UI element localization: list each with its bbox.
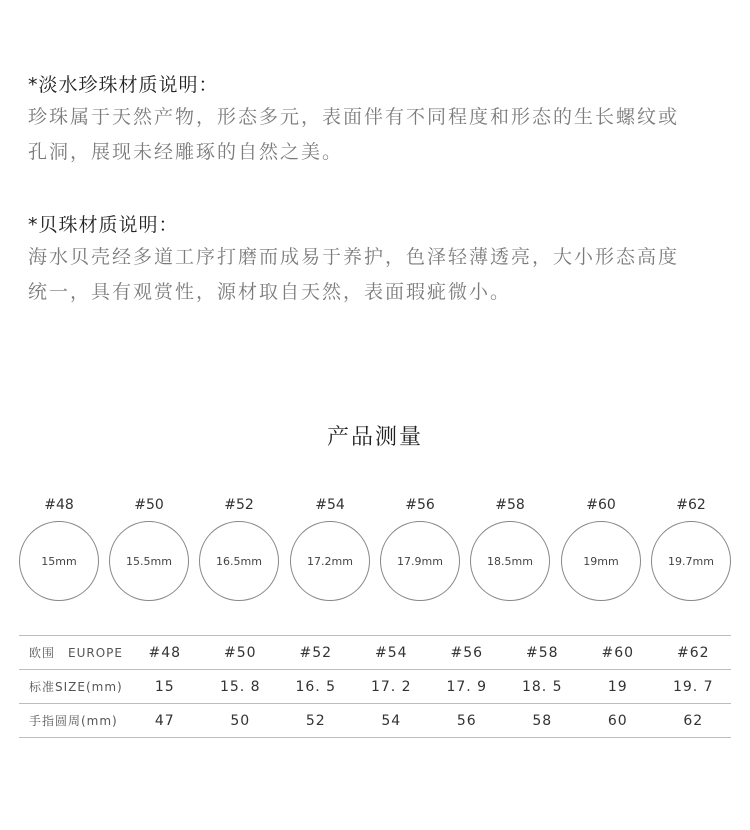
table-cell: 19 <box>580 670 656 704</box>
ring-size-62 <box>651 495 731 601</box>
ring-diameter-circle: 15.5mm <box>109 521 189 601</box>
table-cell: #62 <box>656 636 732 670</box>
table-cell: 15 <box>127 670 203 704</box>
table-cell: 52 <box>278 704 354 738</box>
freshwater-pearl-section <box>28 70 728 170</box>
ring-diameter-circle: 19.7mm <box>651 521 731 601</box>
table-cell: 16. 5 <box>278 670 354 704</box>
ring-size-label: #60 <box>586 497 616 513</box>
table-cell: 58 <box>505 704 581 738</box>
ring-diameter-circle: 16.5mm <box>199 521 279 601</box>
ring-size-label: #50 <box>134 497 164 513</box>
ring-size-label: #48 <box>44 497 74 513</box>
ring-size-50 <box>109 495 189 601</box>
table-cell: #58 <box>505 636 581 670</box>
ring-size-48 <box>19 495 99 601</box>
table-row-finger-circumference <box>19 704 731 738</box>
table-cell: 54 <box>354 704 430 738</box>
table-cell: 47 <box>127 704 203 738</box>
table-cell: 62 <box>656 704 732 738</box>
description-line: 海水贝壳经多道工序打磨而成易于养护，色泽轻薄透亮，大小形态高度 <box>28 246 680 268</box>
ring-diameter-circle: 19mm <box>561 521 641 601</box>
measurement-title: 产品测量 <box>326 425 423 450</box>
ring-size-label: #54 <box>315 497 345 513</box>
table-cell: 17. 9 <box>429 670 505 704</box>
row-label: 标准SIZE(mm) <box>19 670 127 704</box>
table-cell: #50 <box>203 636 279 670</box>
freshwater-pearl-heading: *淡水珍珠材质说明： <box>28 74 219 96</box>
ring-size-label: #52 <box>224 497 254 513</box>
ring-size-label: #58 <box>495 497 525 513</box>
ring-size-52 <box>199 495 279 601</box>
ring-size-label: #62 <box>676 497 706 513</box>
table-cell: 19. 7 <box>656 670 732 704</box>
ring-size-56 <box>380 495 460 601</box>
table-cell: 17. 2 <box>354 670 430 704</box>
ring-size-58 <box>470 495 550 601</box>
table-cell: #48 <box>127 636 203 670</box>
table-cell: 56 <box>429 704 505 738</box>
shell-pearl-section <box>28 210 728 310</box>
ring-size-60 <box>561 495 641 601</box>
row-label: 手指圆周(mm) <box>19 704 127 738</box>
description-line: 统一，具有观赏性，源材取自天然，表面瑕疵微小。 <box>28 281 512 303</box>
description-line: 孔洞，展现未经雕琢的自然之美。 <box>28 141 344 163</box>
table-cell: 60 <box>580 704 656 738</box>
table-cell: #52 <box>278 636 354 670</box>
row-label: 欧围 EUROPE <box>19 636 127 670</box>
table-cell: 15. 8 <box>203 670 279 704</box>
shell-pearl-heading: *贝珠材质说明： <box>28 214 179 236</box>
ring-size-label: #56 <box>405 497 435 513</box>
ring-diameter-circle: 18.5mm <box>470 521 550 601</box>
table-row-standard-size <box>19 670 731 704</box>
size-chart-table <box>19 635 731 738</box>
freshwater-pearl-description <box>28 100 728 170</box>
ring-size-54 <box>290 495 370 601</box>
table-cell: 50 <box>203 704 279 738</box>
table-cell: #56 <box>429 636 505 670</box>
table-cell: 18. 5 <box>505 670 581 704</box>
table-row-europe <box>19 636 731 670</box>
ring-diameter-circle: 15mm <box>19 521 99 601</box>
shell-pearl-description <box>28 240 728 310</box>
description-line: 珍珠属于天然产物，形态多元，表面伴有不同程度和形态的生长螺纹或 <box>28 106 680 128</box>
ring-diameter-circle: 17.9mm <box>380 521 460 601</box>
ring-diameter-circle: 17.2mm <box>290 521 370 601</box>
table-cell: #60 <box>580 636 656 670</box>
table-cell: #54 <box>354 636 430 670</box>
